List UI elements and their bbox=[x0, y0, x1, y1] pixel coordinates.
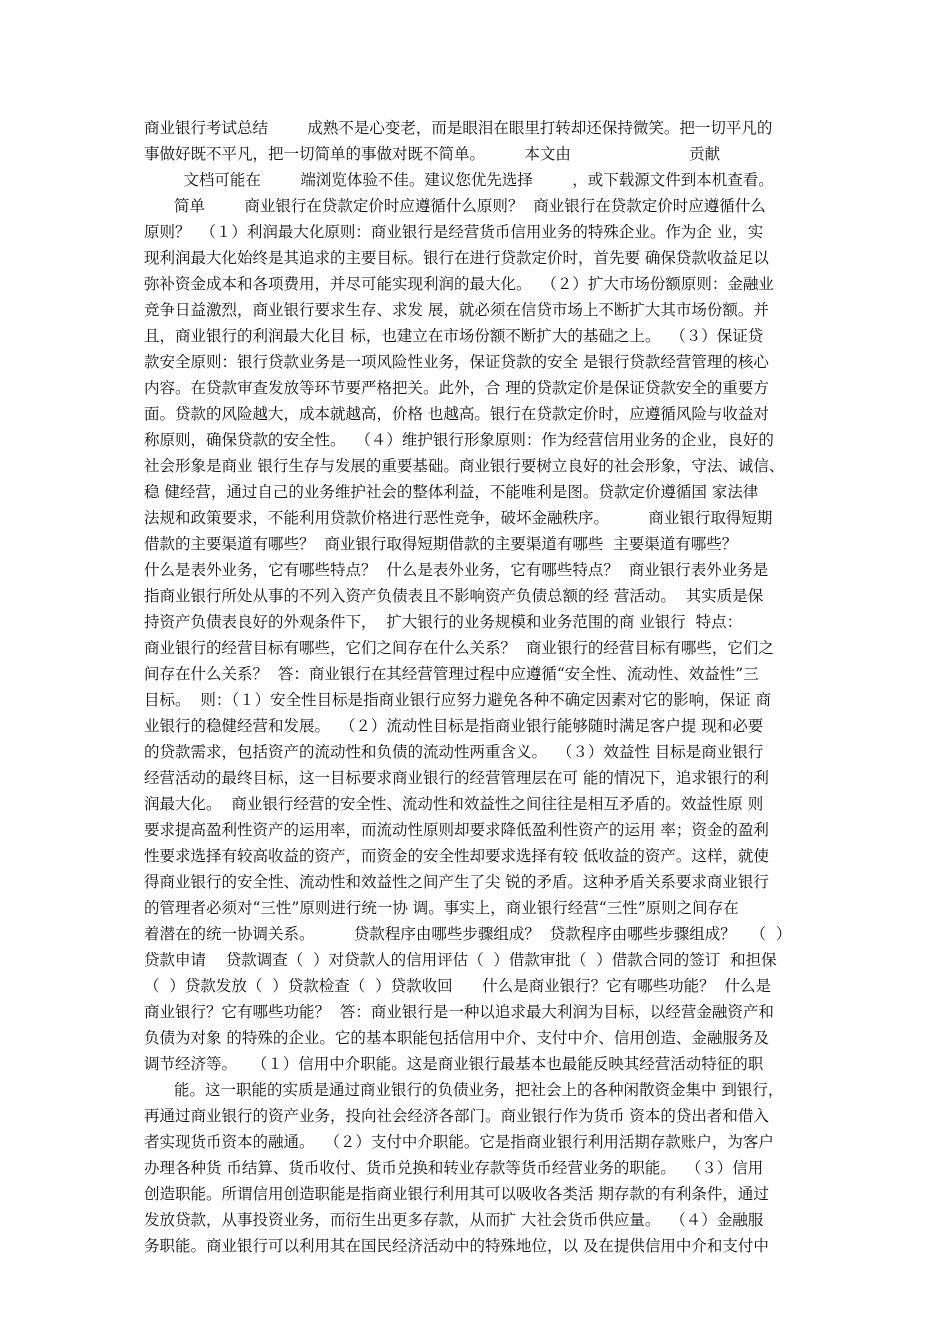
text-line: 要求提高盈利性资产的运用率，而流动性原则却要求降低盈利性资产的运用 率；资金的盈利 bbox=[144, 821, 769, 839]
text-line: 贷款申请 贷款调查（ ）对贷款人的信用评估（ ）借款审批（ ）借款合同的签订 和担保 bbox=[144, 951, 777, 969]
text-line: 且，商业银行的利润最大化目 标，也建立在市场份额不断扩大的基础之上。 （３）保证贷 bbox=[144, 327, 764, 345]
text-line: 称原则，确保贷款的安全性。 （４）维护银行形象原则：作为经营信用业务的企业，良好的 bbox=[144, 431, 774, 449]
text-line: 指商业银行所处从事的不列入资产负债表且不影响资产负债总额的经 营活动。 其实质是保 bbox=[144, 587, 764, 605]
text-line: 社会形象是商业 银行生存与发展的重要基础。商业银行要树立良好的社会形象，守法、诚信、 bbox=[144, 457, 785, 475]
text-line: 间存在什么关系？ 答：商业银行在其经营管理过程中应遵循“安全性、流动性、效益性”三 bbox=[144, 665, 759, 683]
text-line: 能。这一职能的实质是通过商业银行的负债业务，把社会上的各种闲散资金集中 到银行， bbox=[174, 1081, 784, 1099]
text-line: 负债为对象 的特殊的企业。它的基本职能包括信用中介、支付中介、信用创造、金融服务及 bbox=[144, 1029, 769, 1047]
text-line: 商业银行的经营目标有哪些，它们之间存在什么关系？ 商业银行的经营目标有哪些，它们之 bbox=[144, 639, 774, 657]
text-line: 办理各种货 币结算、货币收付、货币兑换和转业存款等货币经营业务的职能。 （３）信用 bbox=[144, 1159, 764, 1177]
text-line: 原则？ （１）利润最大化原则：商业银行是经营货币信用业务的特殊企业。作为企 业，实 bbox=[144, 223, 764, 241]
text-line: 借款的主要渠道有哪些？ 商业银行取得短期借款的主要渠道有哪些 主要渠道有哪些？ bbox=[144, 535, 738, 553]
text-line: 弥补资金成本和各项费用，并尽可能实现利润的最大化。 （２）扩大市场份额原则：金融业 bbox=[144, 275, 774, 293]
text-line: 简单 商业银行在贷款定价时应遵循什么原则？ 商业银行在贷款定价时应遵循什么 bbox=[174, 197, 766, 215]
text-line: 创造职能。所谓信用创造职能是指商业银行利用其可以吸收各类活 期存款的有利条件，通过 bbox=[144, 1185, 769, 1203]
text-line: 内容。在贷款审查发放等环节要严格把关。此外，合 理的贷款定价是保证贷款安全的重要方 bbox=[144, 379, 769, 397]
text-line: 面。贷款的风险越大，成本就越高，价格 也越高。银行在贷款定价时，应遵循风险与收益对 bbox=[144, 405, 769, 423]
text-line: 款安全原则：银行贷款业务是一项风险性业务，保证贷款的安全 是银行贷款经营管理的核心 bbox=[144, 353, 769, 371]
text-line: 润最大化。 商业银行经营的安全性、流动性和效益性之间往往是相互矛盾的。效益性原 则 bbox=[144, 795, 764, 813]
text-line: 什么是表外业务，它有哪些特点？ 什么是表外业务，它有哪些特点？ 商业银行表外业务是 bbox=[144, 561, 769, 579]
text-line: 性要求选择有较高收益的资产，而资金的安全性却要求选择有较 低收益的资产。这样，就使 bbox=[144, 847, 769, 865]
text-line: 者实现货币资本的融通。 （２）支付中介职能。它是指商业银行利用活期存款账户，为客户 bbox=[144, 1133, 774, 1151]
text-line: 法规和政策要求，不能利用贷款价格进行恶性竞争，破坏金融秩序。 商业银行取得短期 bbox=[144, 509, 773, 527]
text-line: 业银行的稳健经营和发展。 （２）流动性目标是指商业银行能够随时满足客户提 现和必要 bbox=[144, 717, 764, 735]
text-line: 现利润最大化始终是其追求的主要目标。银行在进行贷款定价时，首先要 确保贷款收益足以 bbox=[144, 249, 769, 267]
text-line: 商业银行？它有哪些功能？ 答：商业银行是一种以追求最大利润为目标，以经营金融资产和 bbox=[144, 1003, 774, 1021]
text-line: 商业银行考试总结 成熟不是心变老，而是眼泪在眼里打转却还保持微笑。把一切平凡的 bbox=[144, 119, 773, 137]
text-line: （ ）贷款发放（ ）贷款检查（ ）贷款收回 什么是商业银行？它有哪些功能？ 什么是 bbox=[144, 977, 771, 995]
text-line: 再通过商业银行的资产业务，投向社会经济各部门。商业银行作为货币 资本的贷出者和借入 bbox=[144, 1107, 769, 1125]
text-line: 竞争日益激烈，商业银行要求生存、求发 展，就必须在信贷市场上不断扩大其市场份额。并 bbox=[144, 301, 769, 319]
text-line: 经营活动的最终目标，这一目标要求商业银行的经营管理层在可 能的情况下，追求银行的利 bbox=[144, 769, 769, 787]
text-line: 调节经济等。 （１）信用中介职能。这是商业银行最基本也最能反映其经营活动特征的职 bbox=[144, 1055, 764, 1073]
text-line: 得商业银行的安全性、流动性和效益性之间产生了尖 锐的矛盾。这种矛盾关系要求商业银行 bbox=[144, 873, 769, 891]
text-line: 目标。 则：（１）安全性目标是指商业银行应努力避免各种不确定因素对它的影响，保证 商 bbox=[144, 691, 772, 709]
text-line: 文档可能在 端浏览体验不佳。建议您优先选择 ，或下载源文件到本机查看。 bbox=[144, 171, 774, 189]
text-line: 的贷款需求，包括资产的流动性和负债的流动性两重含义。 （３）效益性 目标是商业银行 bbox=[144, 743, 764, 761]
text-line: 的管理者必须对“三性”原则进行统一协 调。事实上，商业银行经营“三性”原则之间存在 bbox=[144, 899, 739, 917]
text-line: 事做好既不平凡，把一切简单的事做对既不简单。 本文由 贡献 bbox=[144, 145, 721, 163]
text-line: 务职能。商业银行可以利用其在国民经济活动中的特殊地位，以 及在提供信用中介和支付中 bbox=[144, 1237, 769, 1255]
text-line: 稳 健经营，通过自己的业务维护社会的整体利益，不能唯利是图。贷款定价遵循国 家法律 bbox=[144, 483, 759, 501]
text-line: 持资产负债表良好的外观条件下， 扩大银行的业务规模和业务范围的商 业银行 特点： bbox=[144, 613, 743, 631]
text-line: 发放贷款，从事投资业务，而衍生出更多存款，从而扩 大社会货币供应量。 （４）金融服 bbox=[144, 1211, 764, 1229]
text-line: 着潜在的统一协调关系。 贷款程序由哪些步骤组成？ 贷款程序由哪些步骤组成？ （ ） bbox=[144, 925, 792, 943]
